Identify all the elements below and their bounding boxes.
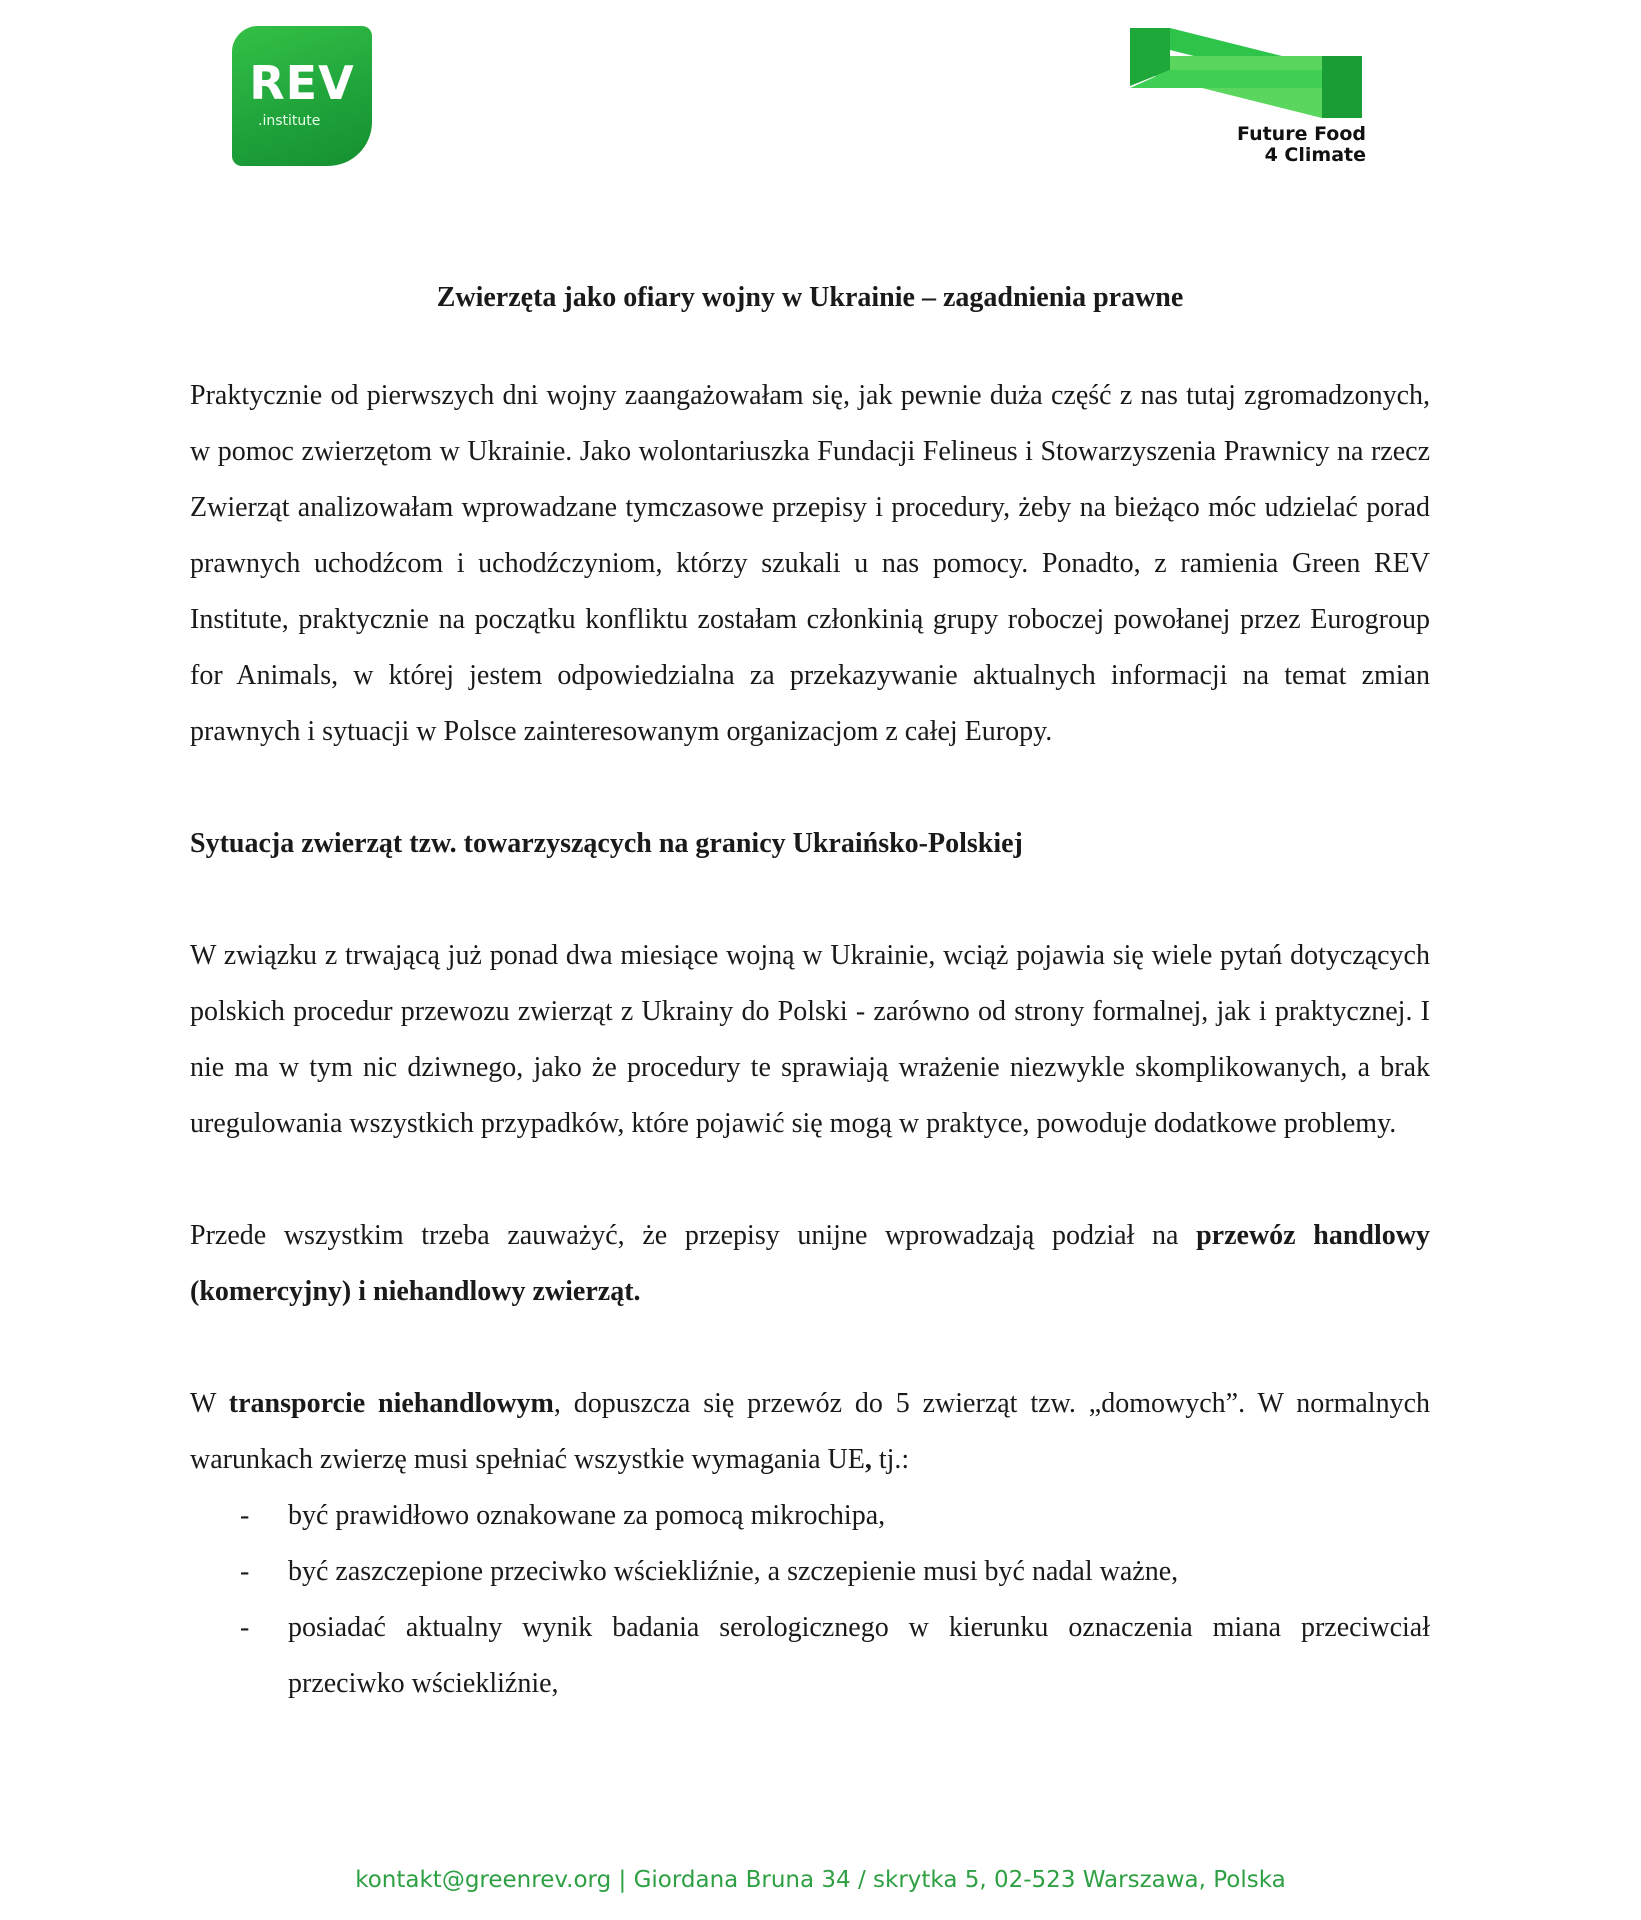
- paragraph-non-commercial: [190, 1376, 1430, 1488]
- paragraph4-post: tj.:: [871, 1444, 910, 1475]
- paragraph4-bold: transporcie niehandlowym: [228, 1388, 554, 1419]
- list-marker: -: [240, 1556, 250, 1587]
- rev-institute-logo: [232, 26, 372, 166]
- footer-contact: kontakt@greenrev.org | Giordana Bruna 34 / skrytka 5, 02-523 Warszawa, Polska: [355, 1867, 1286, 1893]
- list-item-text: być zaszczepione przeciwko wściekliźnie, a szczepienie musi być nadal ważne,: [288, 1556, 1179, 1587]
- paragraph3-text: Przede wszystkim trzeba zauważyć, że przepisy unijne wprowadzają podział na: [190, 1220, 1197, 1251]
- list-item-text: być prawidłowo oznakowane za pomocą mikrochipa,: [288, 1500, 886, 1531]
- list-item: [190, 1600, 1430, 1712]
- list-marker: -: [240, 1500, 250, 1531]
- paragraph4-mid: , dopuszcza się przewóz do 5 zwierząt tzw. „domowych”. W normalnych warunkach zwierzę musi spełniać wszystkie wymagania UE: [190, 1388, 1430, 1475]
- future-food-logo-line1: Future Food: [1237, 123, 1366, 145]
- ribbon-logo-icon: [1126, 26, 1366, 122]
- list-item: [190, 1488, 1430, 1544]
- paragraph-procedures: W związku z trwającą już ponad dwa miesiące wojną w Ukrainie, wciąż pojawia się wiele pytań dotyczących polskich procedur przewozu zwierząt z Ukrainy do Polski - zarówno od strony formalnej, jak i praktycznej. I nie ma w tym nic dziwnego, jako że procedury te sprawiają wrażenie niezwykle skomplikowanych, a brak uregulowania wszystkich przypadków, które pojawić się mogą w praktyce, powoduje dodatkowe problemy.: [190, 940, 1430, 1139]
- future-food-logo-text: [1237, 124, 1366, 166]
- future-food-logo-line2: 4 Climate: [1264, 144, 1366, 166]
- section-heading: Sytuacja zwierząt tzw. towarzyszących na granicy Ukraińsko-Polskiej: [190, 828, 1023, 859]
- future-food-4-climate-logo: [1126, 26, 1366, 176]
- list-item-text: posiadać aktualny wynik badania serologicznego w kierunku oznaczenia miana przeciwciał przeciwko wściekliźnie,: [288, 1612, 1430, 1699]
- paragraph-transport-division: [190, 1208, 1430, 1320]
- document-title: Zwierzęta jako ofiary wojny w Ukrainie – zagadnienia prawne: [436, 282, 1184, 313]
- intro-paragraph: Praktycznie od pierwszych dni wojny zaangażowałam się, jak pewnie duża część z nas tutaj zgromadzonych, w pomoc zwierzętom w Ukrainie. Jako wolontariuszka Fundacji Felineus i Stowarzyszenia Prawnicy na rzecz Zwierząt analizowałam wprowadzane tymczasowe przepisy i procedury, żeby na bieżąco móc udzielać porad prawnych uchodźcom i uchodźczyniom, którzy szukali u nas pomocy. Ponadto, z ramienia Green REV Institute, praktycznie na początku konfliktu zostałam członkinią grupy roboczej powołanej przez Eurogroup for Animals, w której jestem odpowiedzialna za przekazywanie aktualnych informacji na temat zmian prawnych i sytuacji w Polsce zainteresowanym organizacjom z całej Europy.: [190, 380, 1430, 747]
- paragraph3-bold: przewóz handlowy (komercyjny) i niehandlowy zwierząt.: [190, 1220, 1430, 1307]
- paragraph4-pre: W: [190, 1388, 229, 1419]
- list-item: [190, 1544, 1430, 1600]
- document-body: [190, 270, 1430, 1712]
- list-marker: -: [240, 1612, 250, 1643]
- rev-logo-word: REV: [249, 56, 355, 110]
- rev-logo-subtitle: .institute: [258, 113, 321, 129]
- requirements-list: [190, 1488, 1430, 1712]
- paragraph4-bold-comma: ,: [864, 1444, 872, 1475]
